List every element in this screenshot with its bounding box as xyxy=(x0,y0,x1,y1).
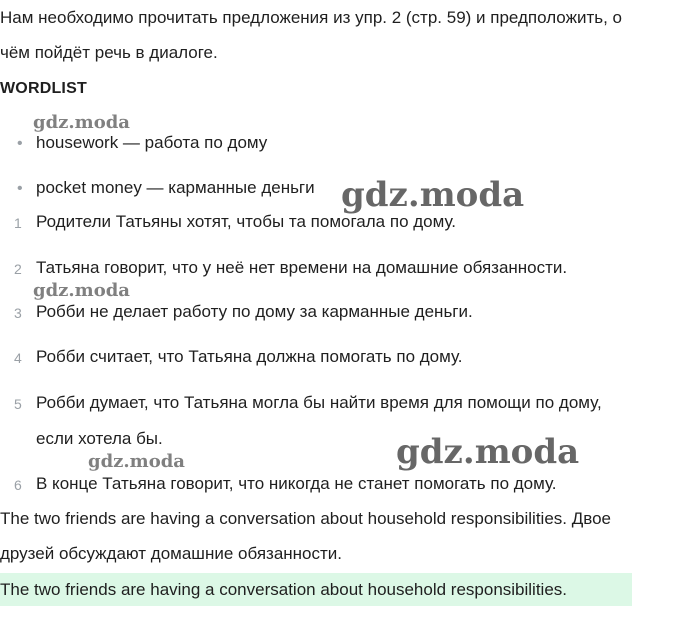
watermark-logo: gdz.moda xyxy=(33,280,130,301)
watermark-logo: gdz.moda xyxy=(33,112,130,133)
answer-line-1: The two friends are having a conversation about household responsibilities. Двое xyxy=(0,509,611,528)
item-number: 3 xyxy=(14,305,22,321)
watermark-logo: gdz.moda xyxy=(88,451,185,472)
statement-text-continued: если хотела бы. xyxy=(36,429,163,448)
statement-text: Татьяна говорит, что у неё нет времени на домашние обязанности. xyxy=(36,258,568,277)
item-number: 1 xyxy=(14,215,22,231)
answer-line-2: друзей обсуждают домашние обязанности. xyxy=(0,544,343,563)
bullet-icon: • xyxy=(17,135,23,152)
statement-text: В конце Татьяна говорит, что никогда не станет помогать по дому. xyxy=(36,474,557,493)
item-number: 6 xyxy=(14,477,22,493)
statement-text: Робби считает, что Татьяна должна помогать по дому. xyxy=(36,347,463,366)
watermark-logo: gdz.moda xyxy=(341,175,525,215)
item-number: 4 xyxy=(14,350,22,366)
bullet-icon: • xyxy=(17,180,23,197)
watermark-logo: gdz.moda xyxy=(396,432,580,472)
intro-line-1: Нам необходимо прочитать предложения из упр. 2 (стр. 59) и предположить, о xyxy=(0,8,622,27)
answer-highlighted-text: The two friends are having a conversation about household responsibilities. xyxy=(0,580,568,599)
statement-text: Робби думает, что Татьяна могла бы найти время для помощи по дому, xyxy=(36,393,602,412)
wordlist-heading: WORDLIST xyxy=(0,80,87,97)
intro-line-2: чём пойдёт речь в диалоге. xyxy=(0,43,218,62)
statement-text: Робби не делает работу по дому за карманные деньги. xyxy=(36,302,473,321)
statement-text: Родители Татьяны хотят, чтобы та помогала по дому. xyxy=(36,212,457,231)
item-number: 2 xyxy=(14,261,22,277)
wordlist-item-housework: housework — работа по дому xyxy=(36,133,268,152)
wordlist-item-pocket-money: pocket money — карманные деньги xyxy=(36,178,315,197)
item-number: 5 xyxy=(14,396,22,412)
